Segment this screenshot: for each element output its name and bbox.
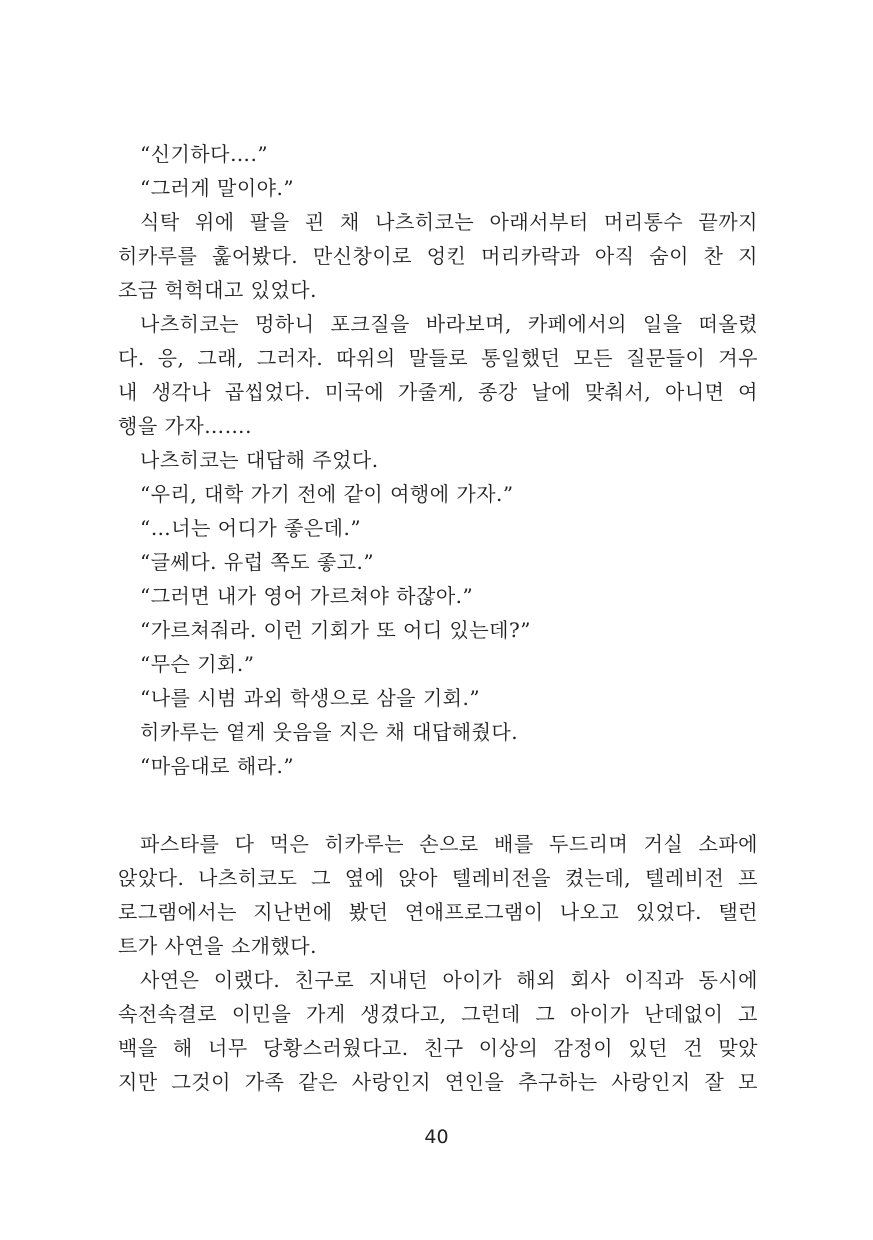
paragraph-line: 식탁 위에 팔을 괸 채 나츠히코는 아래서부터 머리통수 끝까지 (140, 210, 758, 234)
dialogue-line: “그러게 말이야.” (140, 176, 295, 200)
body-text (118, 137, 758, 1099)
paragraph-line: 사연은 이랬다. 친구로 지내던 아이가 해외 회사 이직과 동시에 (140, 968, 758, 992)
paragraph-line: 나츠히코는 멍하니 포크질을 바라보며, 카페에서의 일을 떠올렸 (140, 312, 758, 336)
dialogue-line: “…너는 어디가 좋은데.” (140, 516, 362, 540)
section-break (118, 783, 758, 827)
paragraph-line: 나츠히코는 대답해 주었다. (140, 448, 379, 472)
page-number: 40 (424, 1126, 449, 1148)
paragraph-line: 지만 그것이 가족 같은 사랑인지 연인을 추구하는 사랑인지 잘 모 (118, 1070, 758, 1094)
dialogue-line: “가르쳐줘라. 이런 기회가 또 어디 있는데?” (140, 618, 531, 642)
paragraph-line: 앉았다. 나츠히코도 그 옆에 앉아 텔레비전을 켰는데, 텔레비전 프 (118, 866, 758, 890)
dialogue-line: “신기하다….” (140, 142, 269, 166)
paragraph-line: 다. 응, 그래, 그러자. 따위의 말들로 통일했던 모든 질문들이 겨우 (118, 346, 758, 370)
paragraph-line: 행을 가자……. (118, 414, 252, 438)
paragraph-line: 백을 해 너무 당황스러웠다고. 친구 이상의 감정이 있던 건 맞았 (118, 1036, 758, 1060)
paragraph-line: 히카루는 옅게 웃음을 지은 채 대답해줬다. (140, 720, 519, 744)
dialogue-line: “그러면 내가 영어 가르쳐야 하잖아.” (140, 584, 474, 608)
paragraph-line: 속전속결로 이민을 가게 생겼다고, 그런데 그 아이가 난데없이 고 (118, 1002, 758, 1026)
paragraph-line: 히카루를 훑어봤다. 만신창이로 엉킨 머리카락과 아직 숨이 찬 지 (118, 244, 758, 268)
paragraph-line: 내 생각나 곱씹었다. 미국에 가줄게, 종강 날에 맞춰서, 아니면 여 (118, 380, 758, 404)
dialogue-line: “무슨 기회.” (140, 652, 255, 676)
paragraph-line: 파스타를 다 먹은 히카루는 손으로 배를 두드리며 거실 소파에 (140, 832, 758, 856)
paragraph-line: 로그램에서는 지난번에 봤던 연애프로그램이 나오고 있었다. 탤런 (118, 900, 758, 924)
dialogue-line: “글쎄다. 유럽 쪽도 좋고.” (140, 550, 375, 574)
paragraph-line: 트가 사연을 소개했다. (118, 934, 317, 958)
paragraph-line: 조금 헉헉대고 있었다. (118, 278, 317, 302)
dialogue-line: “나를 시범 과외 학생으로 삼을 기회.” (140, 686, 481, 710)
dialogue-line: “우리, 대학 가기 전에 같이 여행에 가자.” (140, 482, 514, 506)
dialogue-line: “마음대로 해라.” (140, 754, 295, 778)
